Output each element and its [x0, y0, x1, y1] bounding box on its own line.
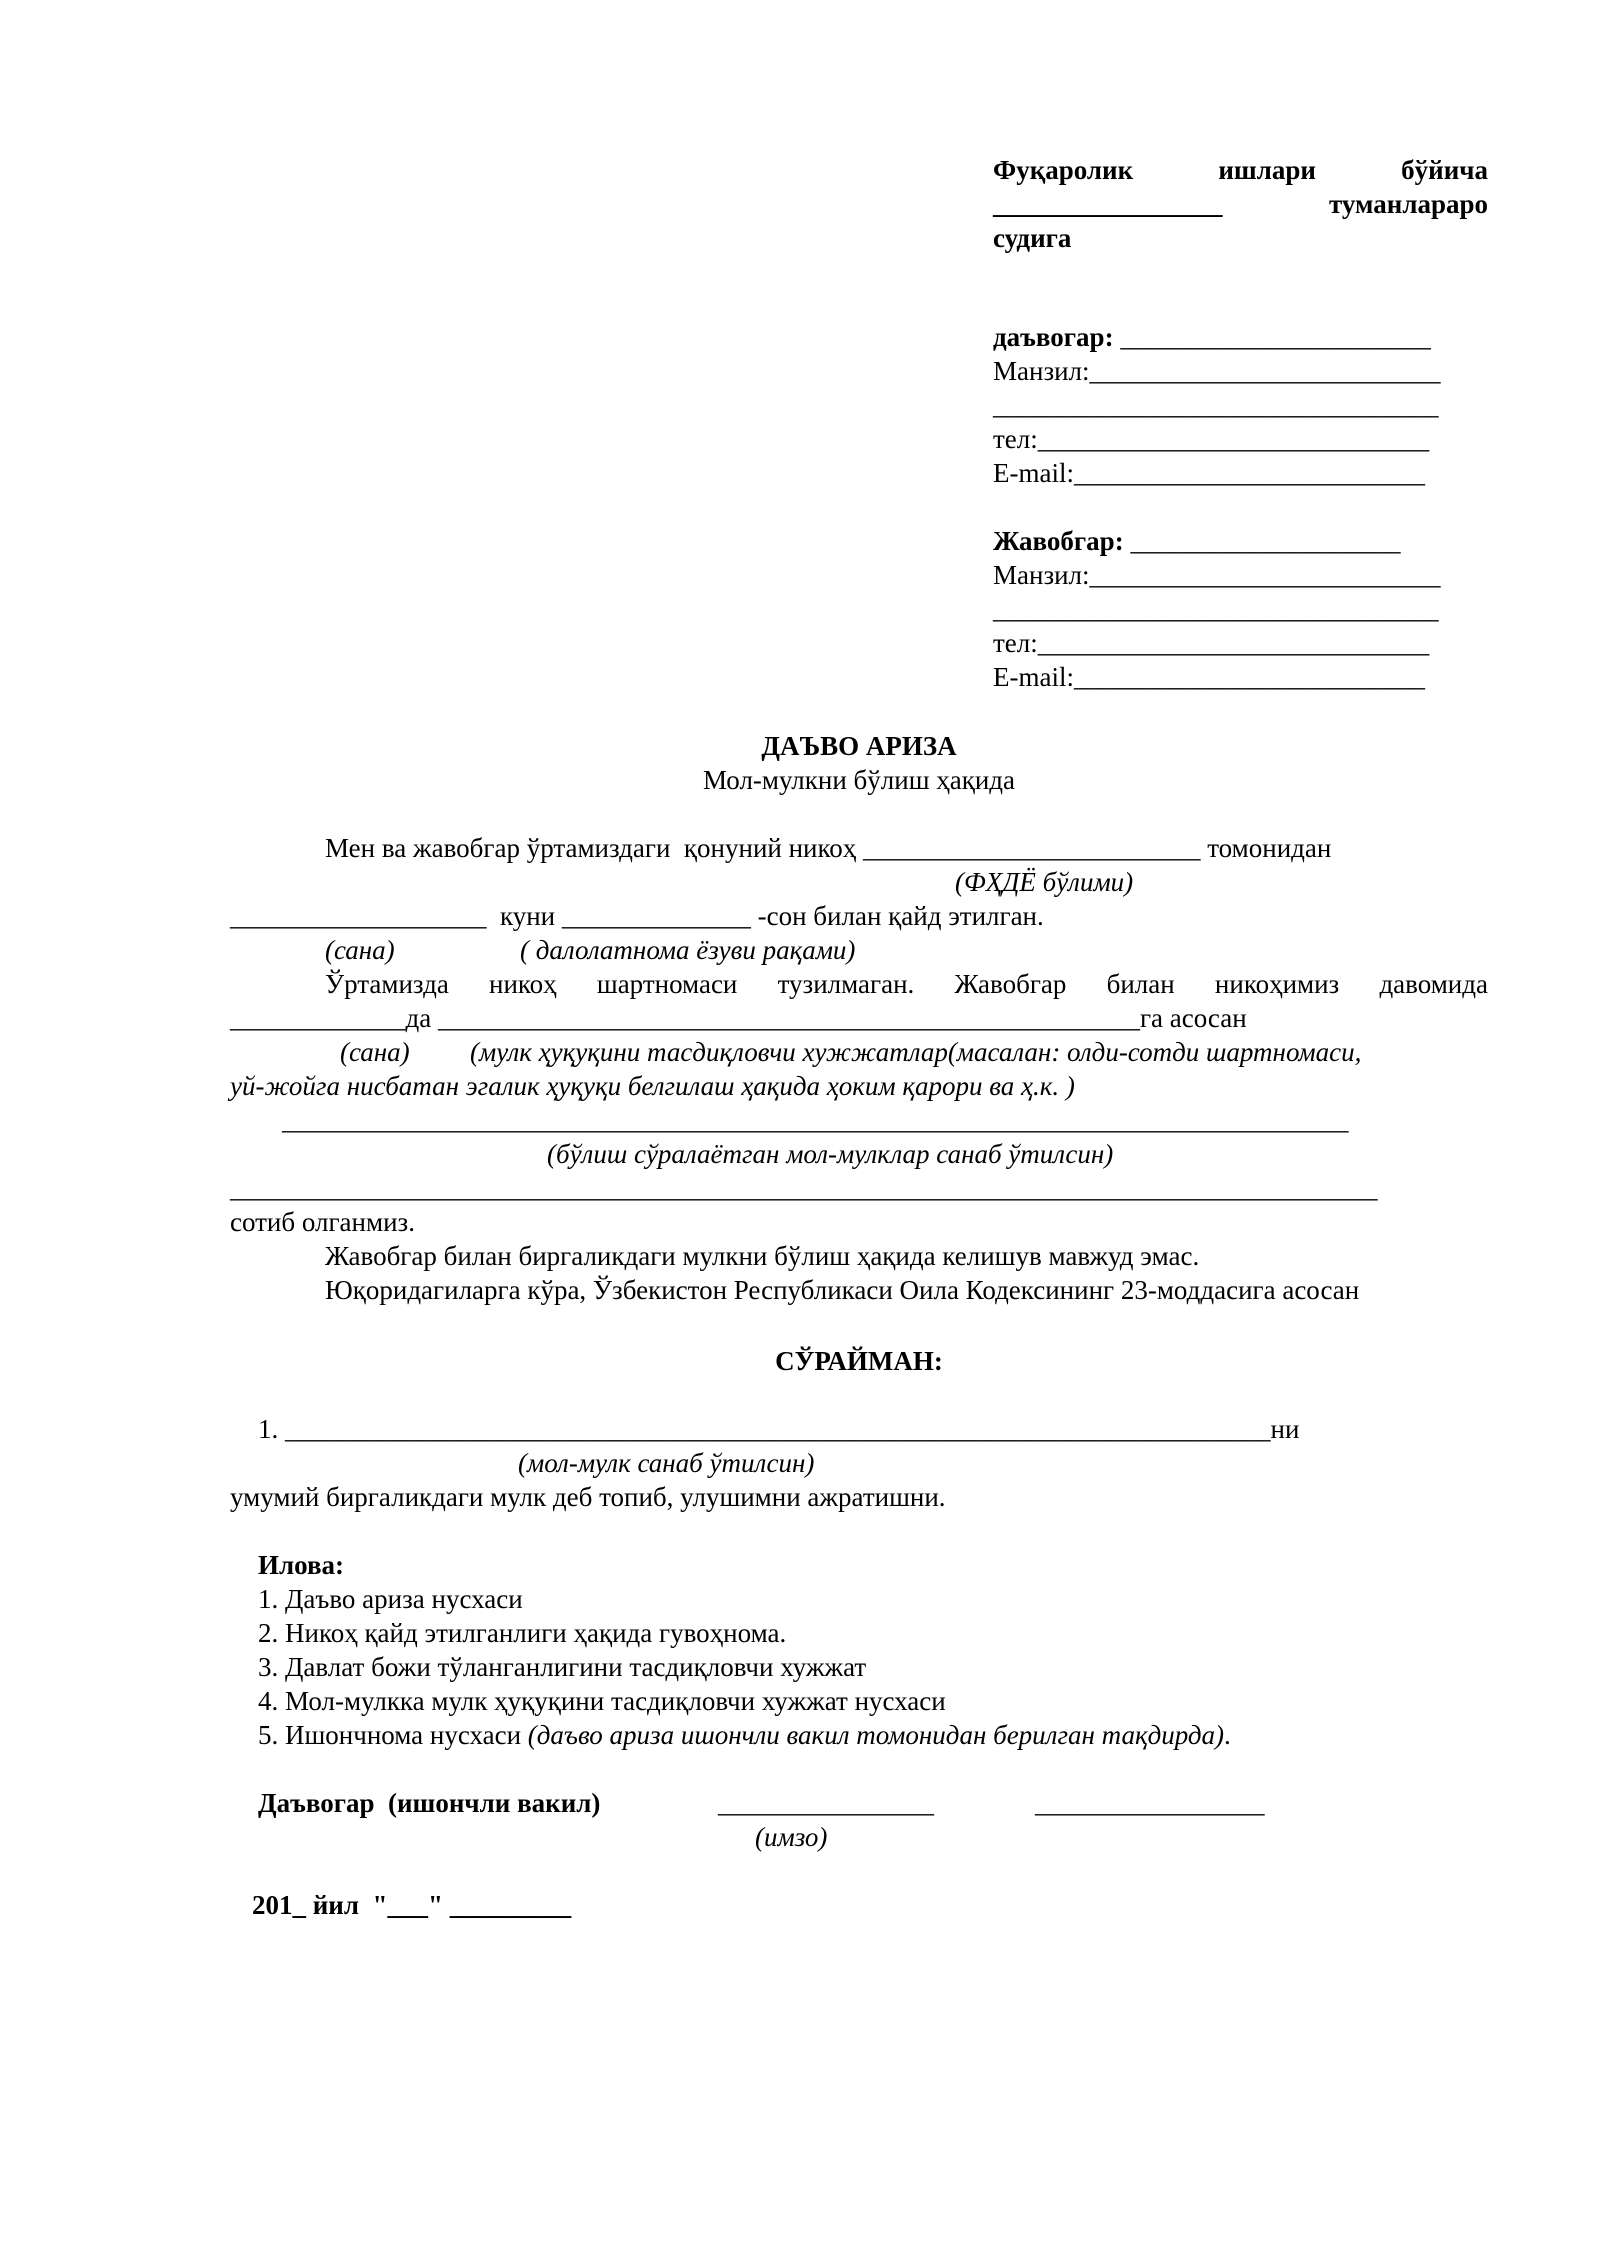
court-word: бўйича: [1401, 155, 1488, 185]
body-p3: Жавобгар билан биргаликдаги мулкни бўлиш ҳақида келишув мавжуд эмас.: [325, 1241, 1200, 1271]
request-item-1: 1. _________________________________________________________________________ни: [258, 1414, 1300, 1444]
court-line-1: [993, 153, 1488, 187]
attachment-item: 3. Давлат божи тўланганлигини тасдиқловчи хужжат: [258, 1652, 867, 1682]
date-line: 201_ йил "___" _________: [252, 1890, 572, 1920]
plaintiff-email: E-mail:__________________________: [993, 458, 1425, 488]
body-p1-line1: Мен ва жавобгар ўртамиздаги қонуний никоҳ _________________________ томонидан: [325, 833, 1332, 863]
request-item-1-cont: умумий биргаликдаги мулк деб топиб, улушимни ажратишни.: [230, 1482, 946, 1512]
plaintiff-label: даъвогар:: [993, 322, 1114, 352]
body-p2-line3: _______________________________________________________________________________: [282, 1105, 1349, 1135]
attachment-item-5-note: (даъво ариза ишончли вакил томонидан берилган тақдирда): [527, 1720, 1225, 1750]
defendant-label: Жавобгар:: [993, 526, 1124, 556]
plaintiff-blank: _______________________: [1113, 322, 1431, 352]
hint-date-2: (сана): [340, 1037, 410, 1067]
word: шартномаси: [596, 969, 738, 999]
plaintiff-address: Манзил:__________________________: [993, 356, 1441, 386]
attachment-item: 1. Даъво ариза нусхаси: [258, 1584, 523, 1614]
word: Жавобгар: [954, 969, 1067, 999]
document-title: ДАЪВО АРИЗА: [761, 731, 957, 761]
body-p2-line4: _____________________________________________________________________________________: [230, 1173, 1378, 1203]
body-p4: Юқоридагиларга кўра, Ўзбекистон Республикаси Оила Кодексининг 23-моддасига асосан: [325, 1275, 1360, 1305]
attachment-item: 2. Никоҳ қайд этилганлиги ҳақида гувоҳнома.: [258, 1618, 787, 1648]
body-p2-line2: _____________да ____________________________________________________га асосан: [230, 1003, 1247, 1033]
defendant-email: E-mail:__________________________: [993, 662, 1425, 692]
body-p1-line2: ___________________ куни ______________ -сон билан қайд этилган.: [230, 901, 1044, 931]
defendant-label-line: [993, 524, 1400, 558]
hint-date: (сана): [325, 935, 395, 965]
word: никоҳимиз: [1214, 969, 1340, 999]
attachment-item-5-text: 5. Ишончнома нусхаси: [258, 1720, 528, 1750]
signature-blank-2: _________________: [1035, 1788, 1265, 1818]
hint-ownership-docs-2: уй-жойга нисбатан эгалик ҳуқуқи белгилаш ҳақида ҳоким қарори ва ҳ.к. ): [230, 1071, 1075, 1101]
defendant-blank: ____________________: [1123, 526, 1401, 556]
request-heading: СЎРАЙМАН:: [775, 1346, 943, 1376]
court-line-2: [993, 187, 1488, 221]
court-line-3: судига: [993, 223, 1072, 253]
document-subtitle: Мол-мулкни бўлиш ҳақида: [702, 765, 1016, 795]
body-p2-end: сотиб олганмиз.: [230, 1207, 415, 1237]
word: Ўртамизда: [325, 969, 449, 999]
defendant-address-2: _________________________________: [993, 594, 1439, 624]
hint-record-number: ( далолатнома ёзуви рақами): [520, 935, 856, 965]
attachment-item: 4. Мол-мулкка мулк ҳуқуқини тасдиқловчи хужжат нусхаси: [258, 1686, 946, 1716]
plaintiff-label-line: [993, 320, 1431, 354]
signature-label: Даъвогар (ишончли вакил): [258, 1788, 601, 1818]
court-word: Фуқаролик: [993, 155, 1134, 185]
hint-property: (мол-мулк санаб ўтилсин): [518, 1448, 815, 1478]
word: давомида: [1379, 969, 1488, 999]
attachment-item-5: [258, 1718, 1231, 1752]
hint-property-list: (бўлиш сўралаётган мол-мулклар санаб ўтилсин): [547, 1139, 1114, 1169]
body-p2-line1: [325, 967, 1488, 1001]
plaintiff-address-2: _________________________________: [993, 390, 1439, 420]
word: билан: [1106, 969, 1175, 999]
word: никоҳ: [489, 969, 557, 999]
court-word: ишлари: [1218, 155, 1316, 185]
defendant-address: Манзил:__________________________: [993, 560, 1441, 590]
hint-ownership-docs: (мулк ҳуқуқини тасдиқловчи хужжатлар(масалан: олди-сотди шартномаси,: [470, 1037, 1362, 1067]
defendant-phone: тел:_____________________________: [993, 628, 1430, 658]
hint-registry-office: (ФҲДЁ бўлими): [955, 867, 1134, 897]
court-word: туманлараро: [1329, 189, 1488, 219]
word: тузилмаган.: [777, 969, 915, 999]
court-blank: _________________: [993, 189, 1223, 219]
attachments-heading: Илова:: [258, 1550, 345, 1580]
plaintiff-phone: тел:_____________________________: [993, 424, 1430, 454]
signature-blank-1: ________________: [718, 1788, 934, 1818]
attachment-item-5-end: .: [1224, 1720, 1231, 1750]
signature-hint: (имзо): [755, 1822, 828, 1852]
